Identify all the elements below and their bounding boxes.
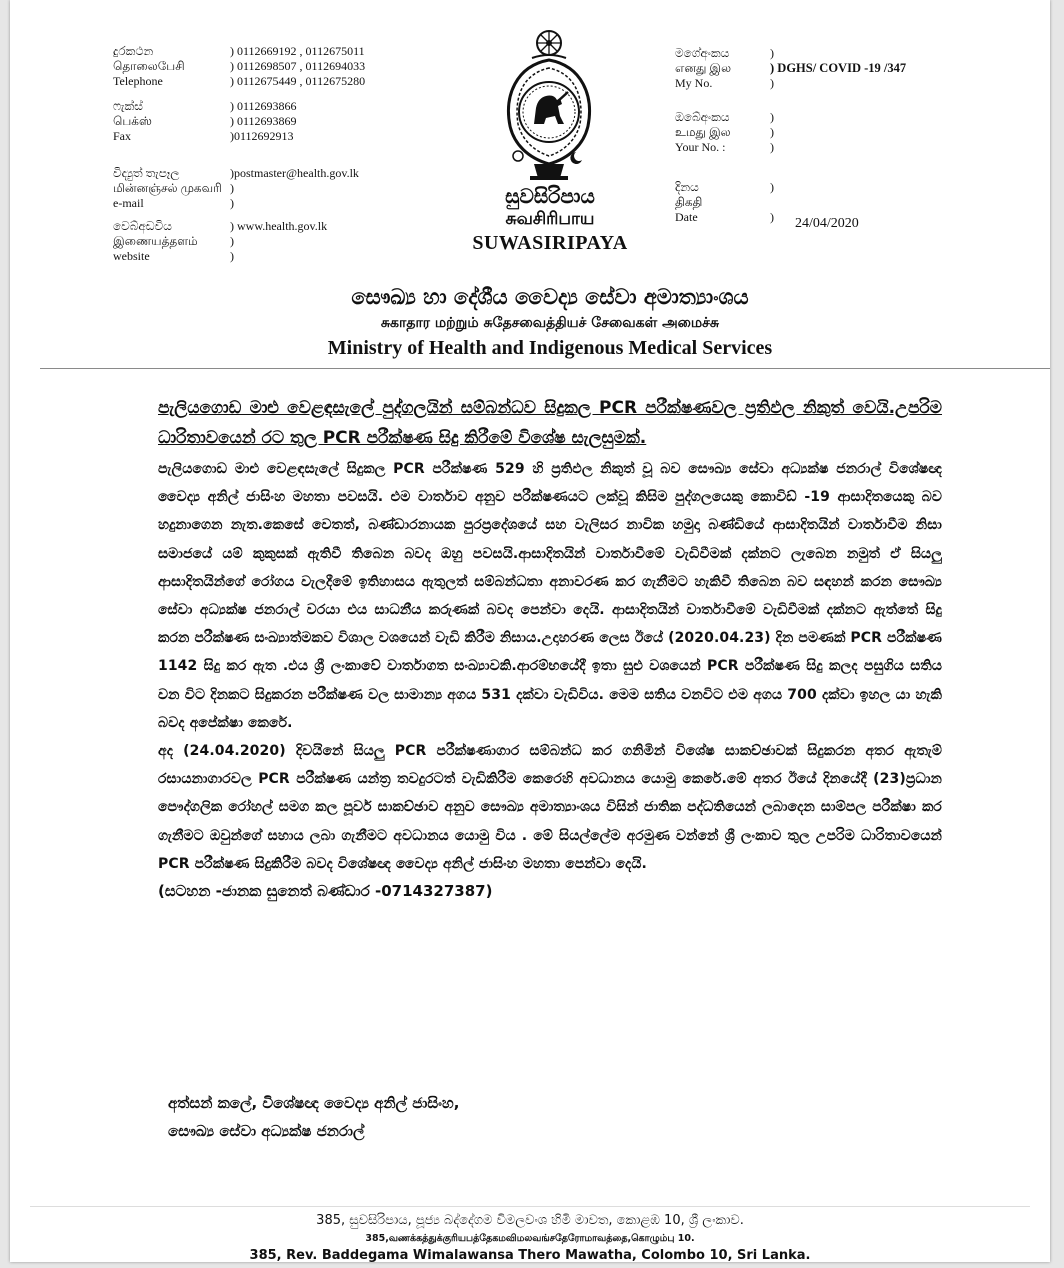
date-label-si: දිනය bbox=[675, 180, 699, 194]
contact-block bbox=[113, 44, 365, 264]
web-row-si bbox=[113, 219, 365, 234]
your-no-label-si: ඔබේඅංකය bbox=[675, 110, 730, 124]
your-no-row-si bbox=[675, 110, 906, 125]
email-row-ta bbox=[113, 181, 365, 196]
brand-tamil: சுவசிரிபாய bbox=[505, 209, 595, 229]
my-no-label-si: මගේඅංකය bbox=[675, 46, 730, 60]
my-no-row-en bbox=[675, 76, 906, 91]
email-row-en bbox=[113, 196, 365, 211]
reference-number: ) DGHS/ COVID -19 /347 bbox=[770, 61, 907, 75]
your-no-label-ta: உமது இல bbox=[675, 125, 731, 139]
press-release-body bbox=[158, 393, 942, 904]
ministry-name-english: Ministry of Health and Indigenous Medical Services bbox=[327, 337, 773, 359]
your-no-row-en bbox=[675, 140, 906, 155]
web-value-3: ) bbox=[230, 249, 234, 263]
reference-block bbox=[675, 46, 906, 225]
email-value-3: ) bbox=[230, 196, 234, 210]
your-no-value-1: ) bbox=[770, 110, 774, 124]
email-label-ta: மின்னஞ்சல் முகவரி bbox=[113, 181, 222, 195]
my-no-row-si bbox=[675, 46, 906, 61]
signatory-title: සෞඛ්‍ය සේවා අධ්‍යක්ෂ ජනරාල් bbox=[168, 1122, 365, 1140]
web-row-ta bbox=[113, 234, 365, 249]
brand-block bbox=[440, 184, 660, 256]
my-no-row-ta bbox=[675, 61, 906, 76]
web-label-si: වෙබ්අඩවිය bbox=[113, 219, 172, 233]
your-no-row-ta bbox=[675, 125, 906, 140]
paragraph-2: අද (24.04.2020) දිවයිනේ සියලු PCR පරීක්ෂණාගාර සම්බන්ධ කර ගනිමින් විශේෂ සාකච්ඡාවක් සිදුකරන අතර ඇතැම් රසායනාගාරවල PCR පරීක්ෂණ යන්ත්‍ර තවදුරටත් වැඩිකිරීම කෙරෙහි අවධානය යොමු කෙරේ.මේ අතර ඊයේ දිනයේදී (23)ප්‍රධාන පෞද්ගලික රෝහල් සමග කල පූර්ව සාකච්ඡාව අනුව සෞඛ්‍ය අමාත්‍යාංශය විසින් ජාතික පද්ධතියෙන් ලබාදෙන සාම්පල පරීක්ෂා කර ගැනීමට ඔවුන්ගේ සහාය ලබා ගැනීමට අවධානය යොමු විය . මේ සියල්ලේම අරමුණ වන්නේ ශ්‍රී ලංකාව තුල උපරිම ධාරිතාවයෙන් PCR පරීක්ෂණ සිදුකිරීම බවද විශේෂඥ වෛද්‍ය අනිල් ජාසිංහ මහතා පෙන්වා දෙයි. bbox=[158, 743, 942, 872]
fax-label-en: Fax bbox=[113, 129, 131, 143]
date-row-en bbox=[675, 210, 906, 225]
paragraph-1: පැලියගොඩ මාළු වෙළඳසැලේ සිදුකල PCR පරීක්ෂණ 529 හි ප්‍රතිඵල නිකුත් වූ බව සෞඛ්‍ය සේවා අධ්‍යක්ෂ ජනරාල් විශේෂඥ වෛද්‍ය අනිල් ජාසිංහ මහතා පවසයි. එම වාර්තාව අනුව පරීක්ෂණයට ලක්වූ කිසිම පුද්ගලයෙකු කොවිඩ් -19 ආසාදිතයෙකු බව හදුනාගෙන නැත.කෙසේ වෙතත්, බණ්ඩාරනායක පුරප්‍රදේශයේ සහ වැලිසර නාවික හමුදා බණ්ඩියේ ආසාදිතයින් වාර්තාවීම නිසා සමාජයේ යම් කුකුසක් ඇතිවී තිබෙන බවද ඔහු පවසයි.ආසාදිතයින් වාර්තාවීමේ වැඩිවීමක් දක්නට ලැබෙන නමුත් ඒ සියලු ආසාදිතයින්ගේ රෝගය වැලදීමේ ඉතිහාසය ඇතුලත් සම්බන්ධතා අනාවරණ කර ගැනීමට හැකිවී තිබෙන බව සඳහන් කරන සෞඛ්‍ය සේවා අධ්‍යක්ෂ ජනරාල් වරයා එය සාධනීය කරුණක් බවද පෙන්වා දෙයි. ආසාදිතයින් වාර්තාවීමේ වැඩිවීමක් දක්නට ඇත්තේ සිදු කරන පරීක්ෂණ සංඛ්‍යාත්මකව විශාල වශයෙන් වැඩි කිරීම නිසාය.උදාහරණ ලෙස ඊයේ (2020.04.23) දින පමණක් PCR පරීක්ෂණ 1142 සිදු කර ඇත .එය ශ්‍රී ලංකාවේ වාර්තාගත සංඛ්‍යාවකි.ආරම්භයේදී ඉතා සුළු වශයෙන් PCR පරීක්ෂණ සිදු කලද පසුගිය සතිය වන විට දිනකට සිදුකරන පරීක්ෂණ වල සාමාන්‍ය අගය 531 දක්වා වැඩිවිය. මෙම සතිය වනවිට එම අගය 700 දක්වා ඉහල යා හැකි බවද අපේක්ෂා කෙරේ. bbox=[158, 461, 942, 731]
email-value-2: ) bbox=[230, 181, 234, 195]
fax-row-en bbox=[113, 129, 365, 144]
email-row-si bbox=[113, 166, 365, 181]
date-label-ta: திகதி bbox=[675, 195, 703, 209]
date-value-3: ) bbox=[770, 210, 774, 224]
my-no-label-en: My No. bbox=[675, 76, 713, 90]
letter-date: 24/04/2020 bbox=[795, 216, 859, 231]
phone-label-ta: தொலைபேசி bbox=[113, 59, 185, 73]
web-label-ta: இணையத்தளம் bbox=[113, 234, 198, 248]
fax-label-ta: பெக்ஸ் bbox=[113, 114, 152, 128]
web-row-en bbox=[113, 249, 365, 264]
date-row-ta bbox=[675, 195, 906, 210]
phone-row-si bbox=[113, 44, 365, 59]
fax-row-ta bbox=[113, 114, 365, 129]
your-no-label-en: Your No. : bbox=[675, 140, 726, 154]
phone-row-en bbox=[113, 74, 365, 89]
ministry-name-sinhala: සෞඛ්‍ය හා දේශීය වෛද්‍ය සේවා අමාත්‍යාංශය bbox=[351, 285, 749, 309]
my-no-value-3: ) bbox=[770, 76, 774, 90]
phone-row-ta bbox=[113, 59, 365, 74]
fax-value-3: )0112692913 bbox=[230, 129, 294, 143]
phone-label-en: Telephone bbox=[113, 74, 163, 88]
brand-english: SUWASIRIPAYA bbox=[472, 232, 628, 254]
phone-value-2: ) 0112698507 , 0112694033 bbox=[230, 59, 366, 73]
address-sinhala: 385, සුවසිරිපාය, පූජ්‍ය බද්දේගම විමලවංශ හිමි මාවත, කොළඹ 10, ශ්‍රී ලංකාව. bbox=[316, 1213, 744, 1228]
note-contact: (සටහන -ජානක සුනෙත් බණ්ඩාර -0714327387) bbox=[158, 882, 493, 901]
date-label-en: Date bbox=[675, 210, 698, 224]
your-no-value-2: ) bbox=[770, 125, 774, 139]
email-value: )postmaster@health.gov.lk bbox=[230, 166, 359, 180]
my-no-value-1: ) bbox=[770, 46, 774, 60]
phone-value-1: ) 0112669192 , 0112675011 bbox=[230, 44, 365, 58]
date-value-1: ) bbox=[770, 180, 774, 194]
government-emblem-icon bbox=[494, 26, 604, 182]
fax-label-si: ෆැක්ස් bbox=[113, 99, 143, 113]
fax-row-si bbox=[113, 99, 365, 114]
address-english: 385, Rev. Baddegama Wimalawansa Thero Mawatha, Colombo 10, Sri Lanka. bbox=[249, 1248, 811, 1262]
ministry-header bbox=[150, 282, 950, 362]
signature-block bbox=[168, 1089, 459, 1145]
footer-divider bbox=[30, 1206, 1030, 1207]
ministry-name-tamil: சுகாதார மற்றும் சுதேசவைத்தியச் சேவைகள் அமைச்சு bbox=[380, 315, 720, 331]
your-no-value-3: ) bbox=[770, 140, 774, 154]
email-label-si: විද්‍යුත් තැපෑල bbox=[113, 166, 180, 180]
brand-sinhala: සුවසිරිපාය bbox=[505, 184, 595, 208]
address-tamil: 385,வணக்கத்துக்குரியபத்தேகமவிமலவங்சதேரோமாவத்தை,கொழும்பு 10. bbox=[365, 1233, 695, 1244]
headline: පැලියගොඩ මාළු වෙළඳසැලේ පුද්ගලයින් සම්බන්ධව සිදුකල PCR පරීක්ෂණවල ප්‍රතිඵල නිකුත් වෙයි.උපරිම ධාරිතාවයෙන් රට තුල PCR පරීක්ෂණ සිදු කිරීමේ විශේෂ සැලසුමක්. bbox=[158, 398, 942, 448]
email-label-en: e-mail bbox=[113, 196, 144, 210]
web-label-en: website bbox=[113, 249, 150, 263]
fax-value-2: ) 0112693869 bbox=[230, 114, 297, 128]
phone-label-si: දුරකථන bbox=[113, 44, 154, 58]
header-divider bbox=[40, 368, 1050, 369]
my-no-label-ta: எனது இல bbox=[675, 61, 732, 75]
date-row-si bbox=[675, 180, 906, 195]
web-value: ) www.health.gov.lk bbox=[230, 219, 328, 233]
signed-by: අත්සන් කලේ, විශේෂඥ වෛද්‍ය අනිල් ජාසිංහ, bbox=[168, 1094, 460, 1112]
phone-value-3: ) 0112675449 , 0112675280 bbox=[230, 74, 366, 88]
web-value-2: ) bbox=[230, 234, 234, 248]
footer-address bbox=[10, 1206, 1050, 1262]
fax-value-1: ) 0112693866 bbox=[230, 99, 297, 113]
letter-page bbox=[10, 0, 1050, 1262]
